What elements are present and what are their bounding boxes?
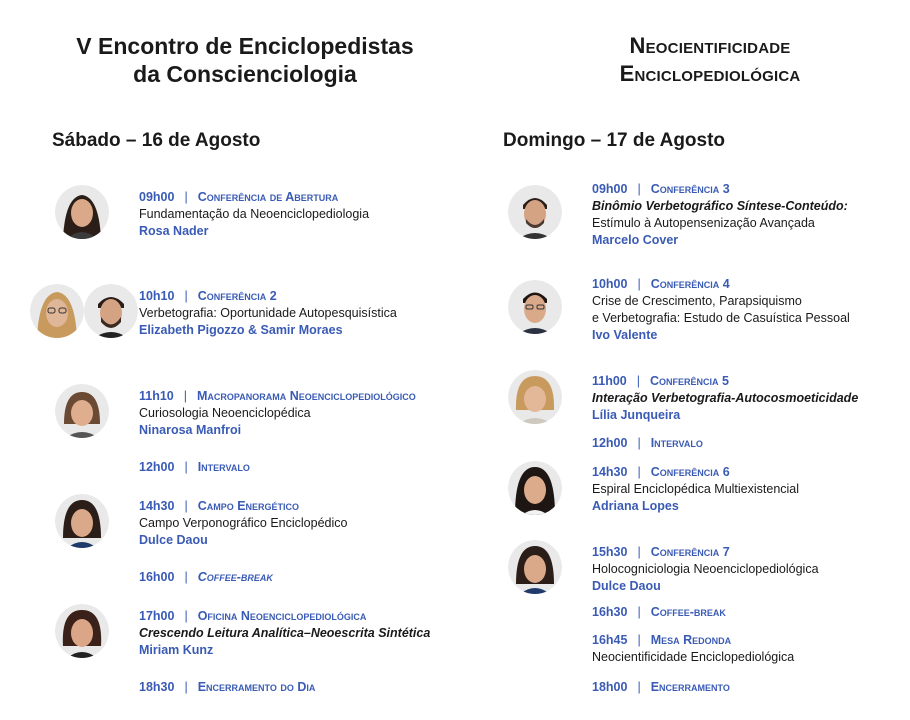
speaker-photo-marcelo-cover (508, 185, 562, 239)
item-time: 14h30 (139, 499, 175, 513)
item-title-line1: Binômio Verbetográfico Síntese-Conteúdo: (592, 199, 848, 213)
item-header (592, 544, 819, 560)
item-speaker: Elizabeth Pigozzo & Samir Moraes (139, 323, 343, 337)
item-label: Conferência 2 (197, 289, 277, 303)
item-header (139, 608, 430, 624)
sunday-heading: Domingo – 17 de Agosto (503, 130, 726, 151)
speaker-photo-samir-moraes (84, 284, 138, 338)
item-header (139, 459, 250, 475)
schedule-item (592, 632, 794, 665)
event-title-line2: da Conscienciologia (133, 61, 357, 87)
item-label: Conferência 3 (650, 182, 730, 196)
item-title: Crescendo Leitura Analítica–Neoescrita Sintética (139, 626, 431, 640)
item-label: Oficina Neoenciclopediológica (197, 609, 367, 623)
item-header (592, 464, 799, 480)
speaker-photo-adriana-lopes (508, 461, 562, 515)
item-title: Interação Verbetografia-Autocosmoeticidade (592, 391, 859, 405)
separator: | (637, 633, 641, 647)
item-label: Conferência 4 (650, 277, 730, 291)
item-time: 18h30 (139, 680, 175, 694)
event-title (40, 32, 450, 88)
speaker-photo-dulce-daou (508, 540, 562, 594)
schedule-item (139, 288, 397, 338)
separator: | (637, 277, 641, 291)
item-header (139, 569, 273, 585)
separator: | (184, 609, 188, 623)
separator: | (184, 499, 188, 513)
item-time: 10h00 (592, 277, 628, 291)
saturday-heading: Sábado – 16 de Agosto (52, 130, 261, 151)
item-title: Campo Verponográfico Enciclopédico (139, 516, 348, 530)
item-time: 16h00 (139, 570, 175, 584)
speaker-photo-rosa-nader (55, 185, 109, 239)
item-label: Conferência 5 (650, 374, 729, 388)
event-theme-line1: Neocientificidade (629, 33, 791, 58)
item-label: Intervalo (650, 436, 703, 450)
item-time: 11h10 (139, 389, 174, 403)
item-label: Intervalo (197, 460, 250, 474)
item-time: 15h30 (592, 545, 628, 559)
speaker-photo-ivo-valente (508, 280, 562, 334)
schedule-item (139, 498, 347, 548)
separator: | (184, 190, 188, 204)
separator: | (637, 545, 641, 559)
separator: | (637, 605, 641, 619)
separator: | (636, 374, 641, 388)
item-speaker: Ninarosa Manfroi (139, 423, 242, 437)
item-title-line2: Estímulo à Autopensenização Avançada (592, 216, 815, 230)
item-speaker: Lília Junqueira (592, 408, 681, 422)
item-header (139, 679, 315, 695)
item-header (139, 288, 397, 304)
item-title-line2: e Verbetografia: Estudo de Casuística Pessoal (592, 311, 850, 325)
item-header (592, 679, 730, 695)
schedule-item (139, 679, 315, 695)
item-time: 11h00 (592, 374, 627, 388)
item-speaker: Miriam Kunz (139, 643, 214, 657)
separator: | (183, 389, 188, 403)
schedule-item (139, 459, 250, 475)
separator: | (184, 289, 188, 303)
item-label: Macropanorama Neoenciclopediológico (197, 389, 416, 403)
item-label: Coffee-break (197, 570, 273, 584)
item-header (139, 498, 347, 514)
item-label: Conferência de Abertura (197, 190, 339, 204)
schedule-item (139, 608, 430, 658)
item-time: 09h00 (139, 190, 175, 204)
item-label: Campo Energético (197, 499, 300, 513)
separator: | (184, 460, 188, 474)
event-theme (545, 32, 875, 88)
item-title: Fundamentação da Neoenciclopediologia (139, 207, 370, 221)
item-label: Conferência 7 (650, 545, 730, 559)
item-time: 10h10 (139, 289, 175, 303)
item-header (592, 632, 794, 648)
speaker-photo-elizabeth-pigozzo (30, 284, 84, 338)
schedule-item (592, 679, 730, 695)
item-time: 16h30 (592, 605, 628, 619)
schedule-item (139, 189, 369, 239)
speaker-photo-miriam-kunz (55, 604, 109, 658)
schedule-item (592, 373, 858, 423)
item-label: Mesa Redonda (650, 633, 732, 647)
separator: | (637, 465, 641, 479)
item-title-line1: Crise de Crescimento, Parapsiquismo (592, 294, 802, 308)
item-header (139, 388, 416, 404)
item-header (592, 276, 850, 292)
item-speaker: Ivo Valente (592, 328, 658, 342)
item-label: Encerramento (650, 680, 730, 694)
item-title: Neocientificidade Enciclopediológica (592, 650, 795, 664)
schedule-item (139, 569, 273, 585)
speaker-photo-lilia-junqueira (508, 370, 562, 424)
item-header (592, 604, 726, 620)
item-title: Holocogniciologia Neoenciclopediológica (592, 562, 819, 576)
schedule-item (592, 464, 799, 514)
separator: | (184, 680, 188, 694)
speaker-photo-ninarosa-manfroi (55, 384, 109, 438)
schedule-item (592, 435, 703, 451)
item-header (592, 435, 703, 451)
item-header (592, 181, 848, 197)
item-speaker: Dulce Daou (139, 533, 208, 547)
item-title: Espiral Enciclopédica Multiexistencial (592, 482, 800, 496)
schedule-item (592, 544, 819, 594)
event-title-line1: V Encontro de Enciclopedistas (76, 33, 414, 59)
item-title: Curiosologia Neoenciclopédica (139, 406, 311, 420)
item-time: 12h00 (139, 460, 175, 474)
speaker-photo-dulce-daou (55, 494, 109, 548)
item-time: 12h00 (592, 436, 628, 450)
separator: | (637, 182, 641, 196)
schedule-item (592, 276, 850, 343)
item-label: Coffee-break (650, 605, 726, 619)
event-theme-line2: Enciclopediológica (619, 61, 801, 86)
item-label: Encerramento do Dia (197, 680, 316, 694)
item-time: 18h00 (592, 680, 628, 694)
item-header (139, 189, 369, 205)
separator: | (184, 570, 188, 584)
item-time: 16h45 (592, 633, 628, 647)
item-time: 14h30 (592, 465, 628, 479)
item-header (592, 373, 858, 389)
item-speaker: Rosa Nader (139, 224, 209, 238)
item-title: Verbetografia: Oportunidade Autopesquisística (139, 306, 397, 320)
separator: | (637, 680, 641, 694)
item-time: 17h00 (139, 609, 175, 623)
item-speaker: Dulce Daou (592, 579, 661, 593)
separator: | (637, 436, 641, 450)
item-label: Conferência 6 (650, 465, 730, 479)
item-speaker: Adriana Lopes (592, 499, 679, 513)
schedule-item (139, 388, 416, 438)
item-time: 09h00 (592, 182, 628, 196)
item-speaker: Marcelo Cover (592, 233, 679, 247)
schedule-item (592, 604, 726, 620)
schedule-item (592, 181, 848, 248)
